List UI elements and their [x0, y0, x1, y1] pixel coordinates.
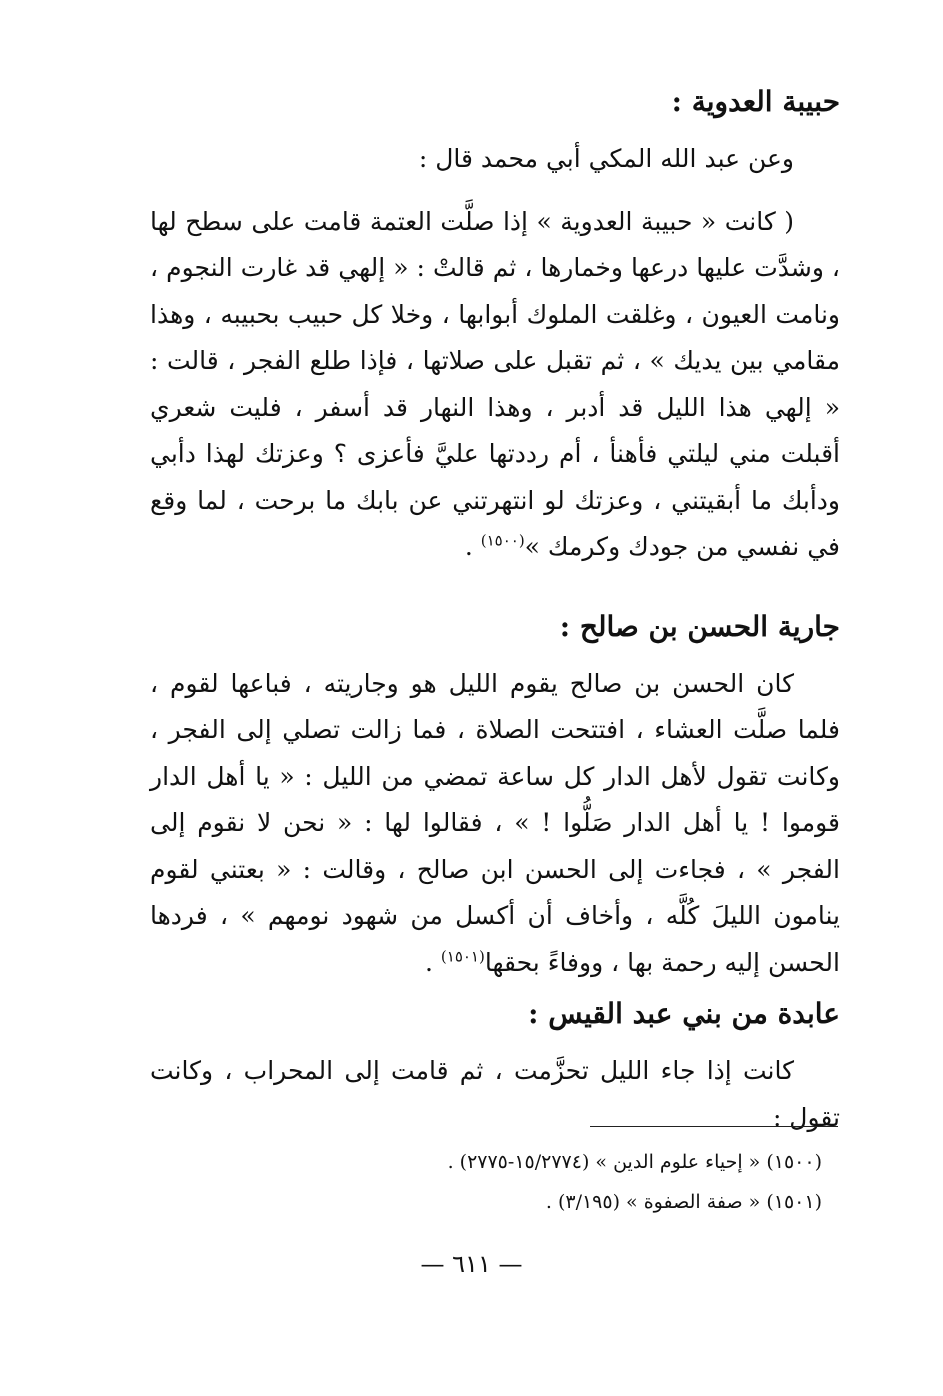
section-heading-jariya: جارية الحسن بن صالح :	[559, 609, 840, 643]
footnote-ref-1500: (١٥٠٠)	[480, 531, 525, 550]
section-intro-habiba: وعن عبد الله المكي أبي محمد قال :	[418, 144, 794, 173]
page-body	[150, 80, 840, 1141]
section-paragraph-jariya	[150, 661, 840, 987]
footnote-1500: (١٥٠٠) « إحياء علوم الدين » (١٥/٢٧٧٤-٢٧٧٥) .	[447, 1151, 822, 1173]
footnote-divider	[590, 1126, 838, 1127]
footnote-1501: (١٥٠١) « صفة الصفوة » (٣/١٩٥) .	[545, 1191, 822, 1213]
section-heading-habiba: حبيبة العدوية :	[671, 85, 840, 118]
section-paragraph-abida: كانت إذا جاء الليل تحزَّمت ، ثم قامت إلى المحراب ، وكانت تقول :	[150, 1056, 840, 1132]
footnote-ref-1501: (١٥٠١)	[440, 947, 485, 966]
paragraph-end: .	[425, 947, 433, 977]
footnotes	[150, 1142, 840, 1222]
section-paragraph-habiba	[150, 199, 840, 571]
paragraph-end: .	[464, 532, 473, 561]
paragraph-text: ( كانت « حبيبة العدوية » إذا صلَّت العتمة قامت على سطح لها ، وشدَّت عليها درعها وخمارها ، ثم قالتْ : « إلهي قد غارت النجوم ، ونامت العيون ، وغلقت الملوك أبوابها ، وخلا كل حبيب بحبيبه ، وهذا مقامي بين يديك » ، ثم تقبل على صلاتها ، فإذا طلع الفجر ، قالت : « إلهي هذا الليل قد أدبر ، وهذا النهار قد أسفر ، فليت شعري أقبلت مني ليلتي فأهنأ ، أم رددتها عليَّ فأعزى ؟ وعزتك لهذا دأبي ودأبك ما أبقيتني ، وعزتك لو انتهرتني عن بابك ما برحت ، لما وقع في نفسي من جودك وكرمك »	[150, 206, 840, 561]
page-number: — ٦١١ —	[420, 1250, 523, 1278]
section-heading-abida: عابدة من بني عبد القيس :	[528, 997, 840, 1030]
paragraph-text: كان الحسن بن صالح يقوم الليل هو وجاريته ، فباعها لقوم ، فلما صلَّت العشاء ، افتتحت الصلاة ، فما زالت تصلي إلى الفجر ، وكانت تقول لأهل الدار كل ساعة تمضي من الليل : « يا أهل الدار قوموا ! يا أهل الدار صَلُّوا ! » ، فقالوا لها : « نحن لا نقوم إلى الفجر » ، فجاءت إلى الحسن ابن صالح ، وقالت : « بعتني لقوم ينامون الليلَ كُلَّه ، وأخاف أن أكسل من شهود نومهم » ، فردها الحسن إليه رحمة بها ، ووفاءً بحقها	[150, 668, 840, 977]
